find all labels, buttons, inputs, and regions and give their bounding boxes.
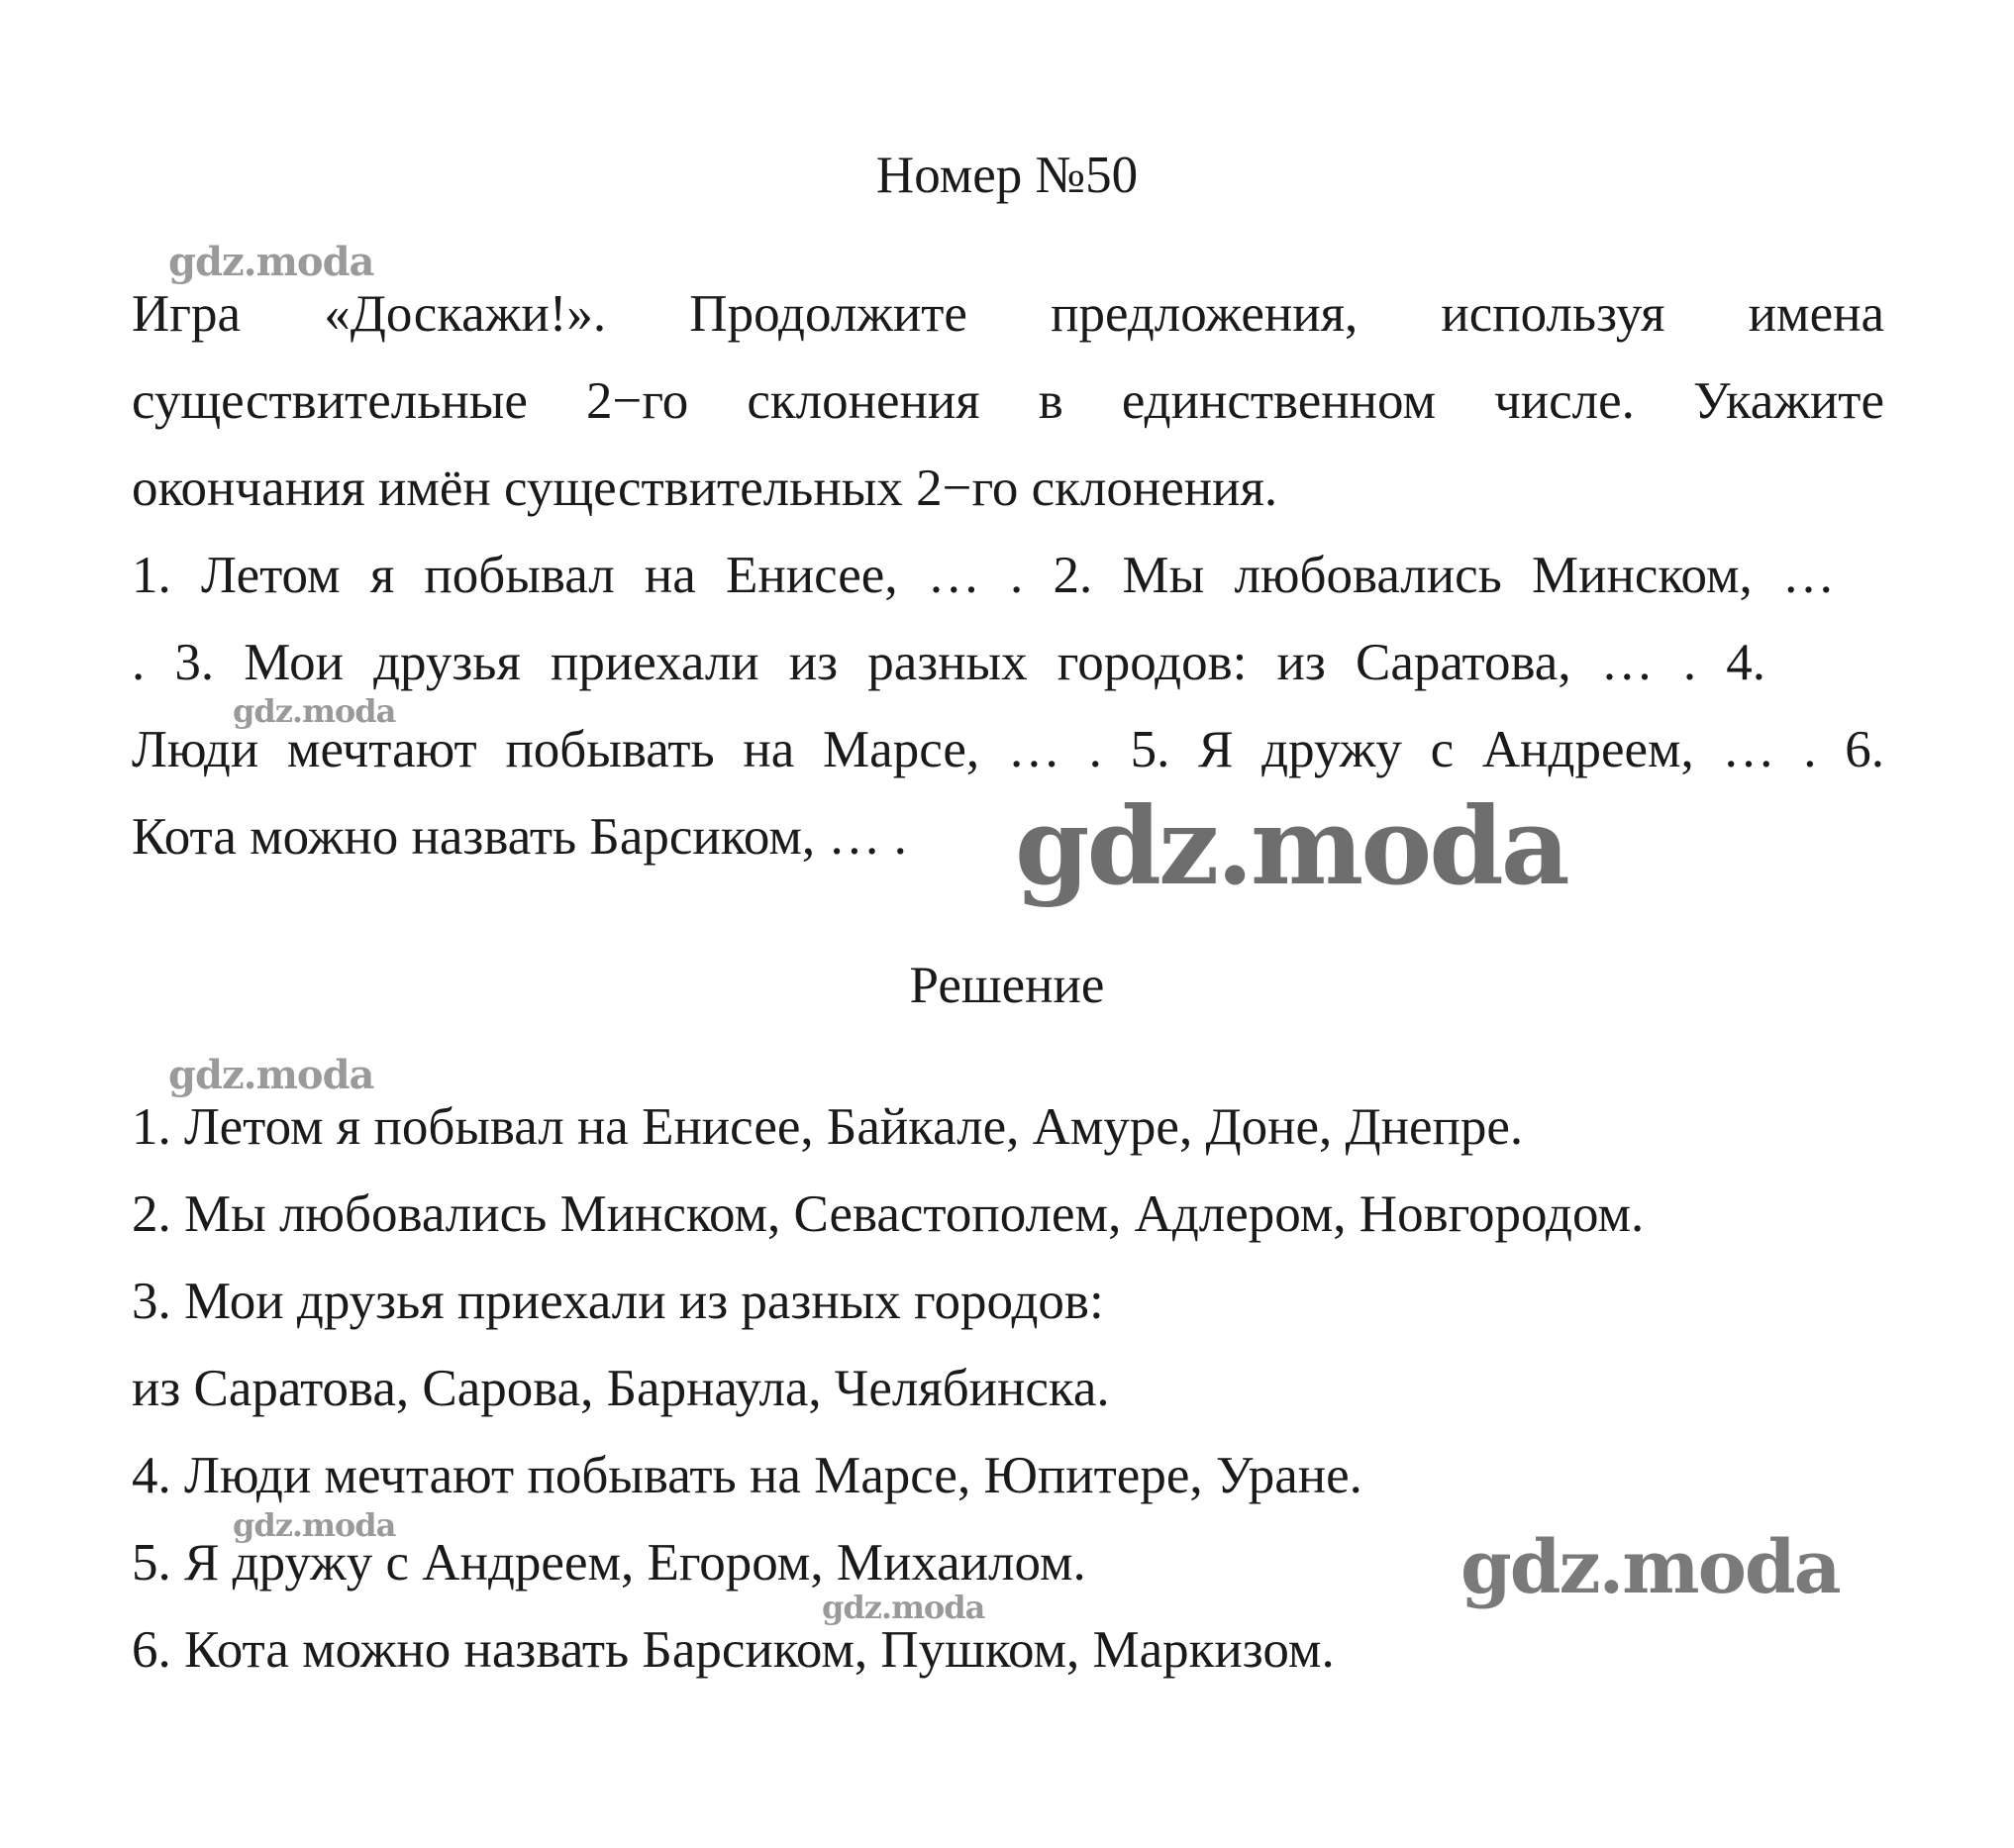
watermark-logo: gdz.moda [168,1052,374,1098]
watermark-logo: gdz.moda [1460,1525,1840,1610]
task-intro-line-3: окончания имён существительных 2−го склонения. [132,460,1278,517]
task-sentence-line-1: 1. Летом я побывал на Енисее, … . 2. Мы любовались Минском, … [132,547,1835,604]
solution-heading: Решение [909,957,1105,1014]
watermark-logo: gdz.moda [168,239,374,285]
solution-line-1: 1. Летом я побывал на Енисее, Байкале, Амуре, Доне, Днепре. [132,1098,1524,1156]
solution-line-7: 6. Кота можно назвать Барсиком, Пушком, Маркизом. [132,1621,1335,1679]
task-intro-line-1: Игра «Доскажи!». Продолжите предложения, используя имена [132,285,1884,343]
solution-line-3: 3. Мои друзья приехали из разных городов: [132,1273,1104,1330]
solution-line-5: 4. Люди мечтают побывать на Марсе, Юпитере, Уране. [132,1447,1362,1504]
watermark-logo: gdz.moda [233,1506,396,1544]
task-sentence-line-2: . 3. Мои друзья приехали из разных городов: из Саратова, … . 4. [132,634,1765,691]
task-intro-line-2: существительные 2−го склонения в единственном числе. Укажите [132,372,1884,430]
solution-line-4: из Саратова, Сарова, Барнаула, Челябинска. [132,1360,1110,1417]
watermark-logo: gdz.moda [233,692,396,730]
task-sentence-line-4: Кота можно назвать Барсиком, … . [132,808,907,866]
solution-line-2: 2. Мы любовались Минском, Севастополем, Адлером, Новгородом. [132,1185,1645,1243]
watermark-logo: gdz.moda [822,1589,985,1626]
watermark-logo: gdz.moda [1015,784,1567,909]
page-title: Номер №50 [875,147,1139,204]
solution-line-6: 5. Я дружу с Андреем, Егором, Михаилом. [132,1534,1086,1591]
task-sentence-line-3: Люди мечтают побывать на Марсе, … . 5. Я дружу с Андреем, … . 6. [132,721,1884,778]
